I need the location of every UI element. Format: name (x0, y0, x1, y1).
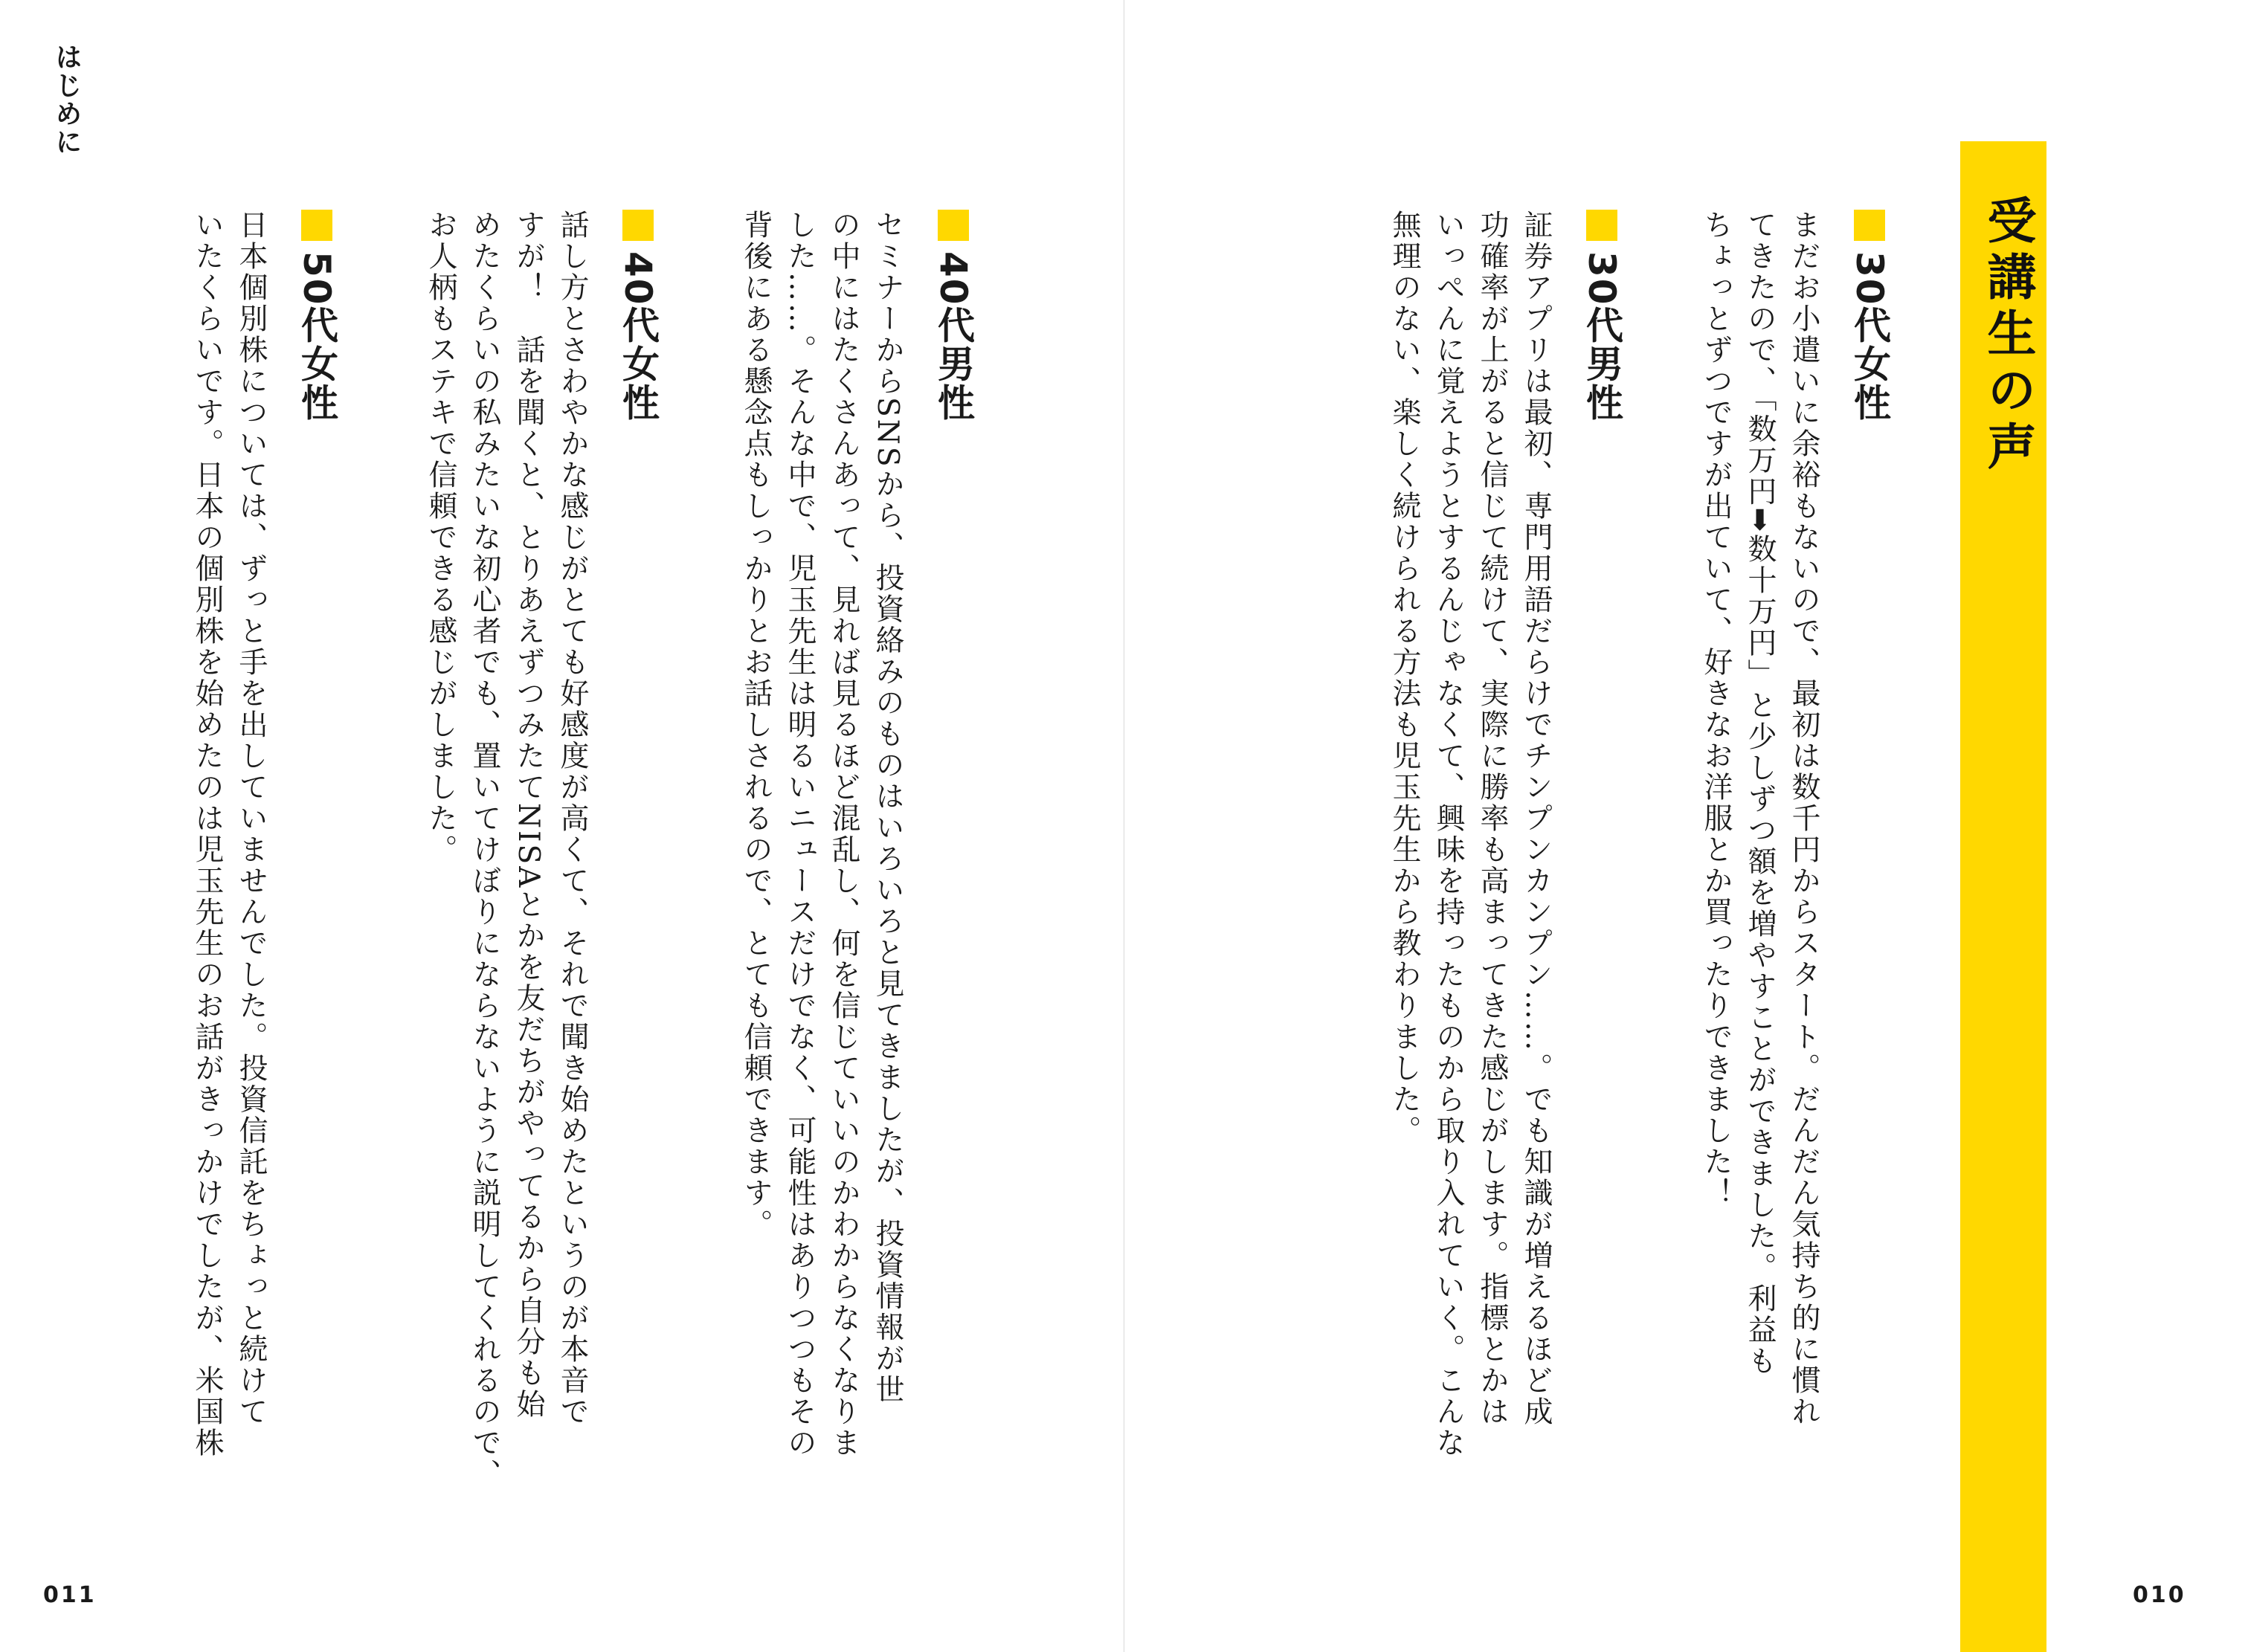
section-title: 受講生の声 (1979, 195, 2036, 477)
testimonial-line: 無理のない、楽しく続けられる方法も児玉先生から教わりました。 (1388, 210, 1421, 1146)
testimonial-line: すが！ 話を聞くと、とりあえずつみたてNISAとかを友だちがやってるから自分も始 (512, 210, 545, 1421)
testimonial-heading: 50代女性 (290, 210, 344, 422)
testimonial-line: いっぺんに覚えようとするんじゃなくて、興味を持ったものから取り入れていく。こんな (1431, 210, 1465, 1459)
page-number-left: 011 (43, 1582, 97, 1608)
testimonial-heading: 30代女性 (1843, 210, 1896, 422)
testimonial-line: 証券アプリは最初、専門用語だらけでチンプンカンプン……。でも知識が増えるほど成 (1519, 210, 1553, 1427)
testimonial-heading: 40代男性 (927, 210, 980, 422)
chapter-tab: はじめに (51, 43, 82, 156)
testimonial-line: 話し方とさわやかな感じがとても好感度が高くて、それで聞き始めたというのが本音で (555, 210, 589, 1427)
heading-marker (622, 210, 654, 241)
testimonial-line: の中にはたくさんあって、見れば見るほど混乱し、何を信じていいのかわからなくなりま (827, 210, 860, 1459)
testimonial-line: てきたので、「数万円➡数十万円」と少しずつ額を増やすことができました。利益も (1743, 210, 1777, 1378)
testimonial-line: ちょっとずつですが出ていて、好きなお洋服とか買ったりできました！ (1699, 210, 1733, 1209)
testimonial-line: 日本個別株については、ずっと手を出していませんでした。投資信託をちょっと続けて (234, 210, 268, 1427)
testimonial-line: セミナーからSNSから、投資絡みのものはいろいろと見てきましたが、投資情報が世 (871, 210, 904, 1406)
testimonial-line: 功確率が上がると信じて続けて、実際に勝率も高まってきた感じがします。指標とかは (1475, 210, 1509, 1427)
testimonial-line: 背後にある懸念点もしっかりとお話しされるので、とても信頼できます。 (739, 210, 773, 1240)
testimonial-line: めたくらいの私みたいな初心者でも、置いてけぼりにならないように説明してくれるので、 (468, 210, 501, 1490)
heading-marker (938, 210, 969, 241)
testimonial-heading: 30代男性 (1575, 210, 1629, 422)
heading-marker (301, 210, 332, 241)
testimonial-line: まだお小遣いに余裕もないので、最初は数千円からスタート。だんだん気持ち的に慣れ (1787, 210, 1820, 1427)
heading-marker (1854, 210, 1885, 241)
testimonial-heading: 40代女性 (611, 210, 665, 422)
testimonial-line: お人柄もステキで信頼できる感じがしました。 (424, 210, 457, 865)
testimonial-line: した……。そんな中で、児玉先生は明るいニュースだけでなく、可能性はありつつもその (783, 210, 817, 1459)
heading-marker (1586, 210, 1617, 241)
page-number-right: 010 (2133, 1582, 2186, 1608)
testimonial-line: いたくらいです。日本の個別株を始めたのは児玉先生のお話がきっかけでしたが、米国株 (190, 210, 224, 1459)
